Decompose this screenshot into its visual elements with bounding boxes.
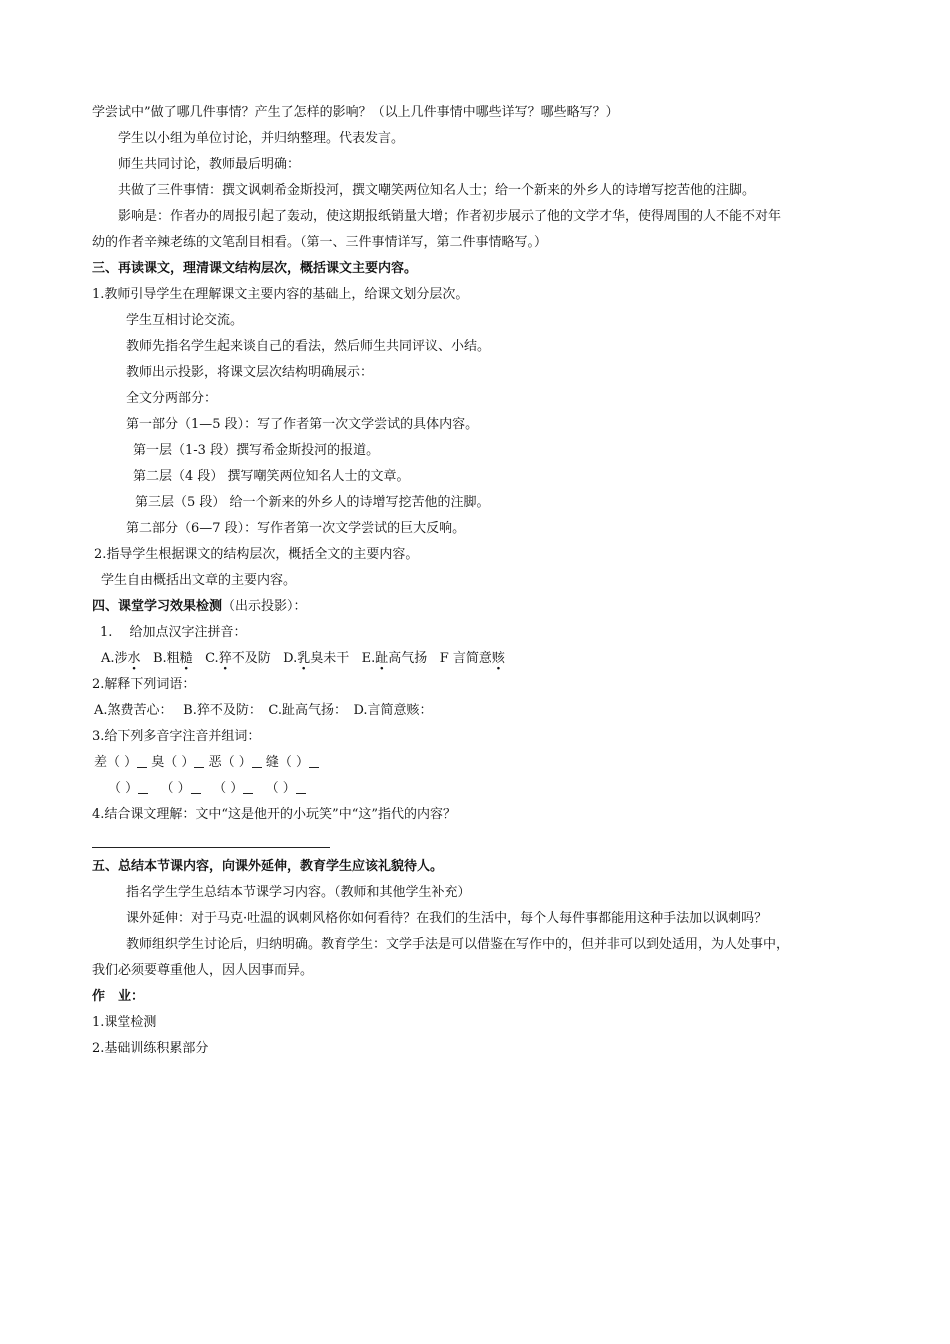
text-line: 学生互相讨论交流。 [126,313,244,328]
text-line: 学尝试中”做了哪几件事情？产生了怎样的影响？（以上几件事情中哪些详写？哪些略写？） [92,105,619,120]
option-text: 高气扬 [388,651,428,666]
dotted-char: 水 [127,651,141,666]
answer-blank[interactable] [309,755,319,768]
polyphone-item: 恶（ ） [208,755,252,770]
option-b [153,651,193,666]
option-text: D. [283,651,298,666]
option-text: C. [205,651,219,666]
question: 4.结合课文理解：文中“这是他开的小玩笑”中“这”指代的内容？ [92,807,456,822]
option-text: E. [361,651,376,666]
homework-item: 2.基础训练积累部分 [92,1041,209,1056]
option-text: B.粗 [152,651,180,666]
polyphone-row-2 [108,780,306,798]
text-line: 课外延伸：对于马克·吐温的讽刺风格你如何看待？在我们的生活中，每个人每件事都能用这种手法加以讽刺吗？ [126,911,768,926]
dotted-char: 趾 [375,651,389,666]
text-line: 幼的作者辛辣老练的文笔刮目相看。（第一、三件事情详写，第二件事情略写。） [92,235,548,250]
dotted-char: 糙 [179,651,193,666]
question: 1. 给加点汉字注拼音： [100,625,247,640]
question: 3.给下列多音字注音并组词： [92,729,261,744]
answer-blank[interactable] [243,781,253,794]
answer-blank[interactable] [191,781,201,794]
option-d [283,651,349,666]
polyphone-item: （ ） [213,781,244,796]
text-line: 教师组织学生讨论后，归纳明确。教育学生：文学手法是可以借鉴在写作中的，但并非可以到处适用，为人处事中， [126,937,790,952]
dotted-char: 乳 [297,651,311,666]
answer-blank[interactable] [138,781,148,794]
answer-blank[interactable] [252,755,262,768]
option-text: 不及防 [231,651,271,666]
section-heading [92,598,307,616]
question: 2.解释下列词语： [92,677,196,692]
option-e [362,651,428,666]
text-line: 第二部分（6—7 段）：写作者第一次文学尝试的巨大反响。 [126,521,466,536]
text-line: 全文分两部分： [126,391,218,406]
text-line: 我们必须要尊重他人，因人因事而异。 [92,963,314,978]
text-line: 第三层（5 段） 给一个新来的外乡人的诗增写挖苦他的注脚。 [135,495,490,510]
text-line: 影响是：作者办的周报引起了轰动，使这期报纸销量大增；作者初步展示了他的文学才华，使得周围的人不能不对年 [118,209,782,224]
polyphone-item: （ ） [265,781,296,796]
polyphone-item: （ ） [108,781,139,796]
question-options [101,650,505,668]
list-item: 1.教师引导学生在理解课文主要内容的基础上，给课文划分层次。 [92,287,469,302]
section-heading-note: （出示投影）： [222,599,307,614]
option-text: A.涉 [101,651,128,666]
text-line: 学生自由概括出文章的主要内容。 [101,573,297,588]
answer-blank[interactable] [137,755,147,768]
text-line: 第一层（1-3 段）撰写希金斯投河的报道。 [133,443,380,458]
option-a [101,651,141,666]
polyphone-item: （ ） [160,781,191,796]
answer-line [92,847,330,848]
section-heading: 五、总结本节课内容，向课外延伸，教育学生应该礼貌待人。 [92,859,444,874]
polyphone-item: 差（ ） [94,755,138,770]
text-line: 第二层（4 段） 撰写嘲笑两位知名人士的文章。 [133,469,410,484]
text-line: 指名学生学生总结本节课学习内容。（教师和其他学生补充） [126,885,471,900]
text-line: 共做了三件事情：撰文讽刺希金斯投河，撰文嘲笑两位知名人士；给一个新来的外乡人的诗增写挖苦他的注脚。 [118,183,756,198]
polyphone-item: 缝（ ） [265,755,309,770]
homework-heading: 作 业： [92,989,145,1004]
option-f [440,651,505,666]
homework-item: 1.课堂检测 [92,1015,157,1030]
polyphone-row-1 [94,754,319,772]
answer-blank[interactable] [194,755,204,768]
text-line: 师生共同讨论，教师最后明确： [118,157,301,172]
question-words: A.煞费苦心： B.猝不及防： C.趾高气扬： D.言简意赅： [94,703,433,718]
option-text: F 言简意 [439,651,492,666]
text-line: 学生以小组为单位讨论，并归纳整理。代表发言。 [118,131,405,146]
list-item: 2.指导学生根据课文的结构层次，概括全文的主要内容。 [94,547,419,562]
dotted-char: 赅 [491,651,505,666]
text-line: 教师出示投影，将课文层次结构明确展示： [126,365,374,380]
answer-blank[interactable] [296,781,306,794]
text-line: 教师先指名学生起来谈自己的看法，然后师生共同评议、小结。 [126,339,491,354]
section-heading: 三、再读课文，理清课文结构层次，概括课文主要内容。 [92,261,418,276]
option-text: 臭未干 [310,651,350,666]
option-c [205,651,271,666]
polyphone-item: 臭（ ） [151,755,195,770]
section-heading-bold: 四、课堂学习效果检测 [92,599,223,614]
dotted-char: 猝 [218,651,232,666]
text-line: 第一部分（1—5 段）：写了作者第一次文学尝试的具体内容。 [126,417,479,432]
